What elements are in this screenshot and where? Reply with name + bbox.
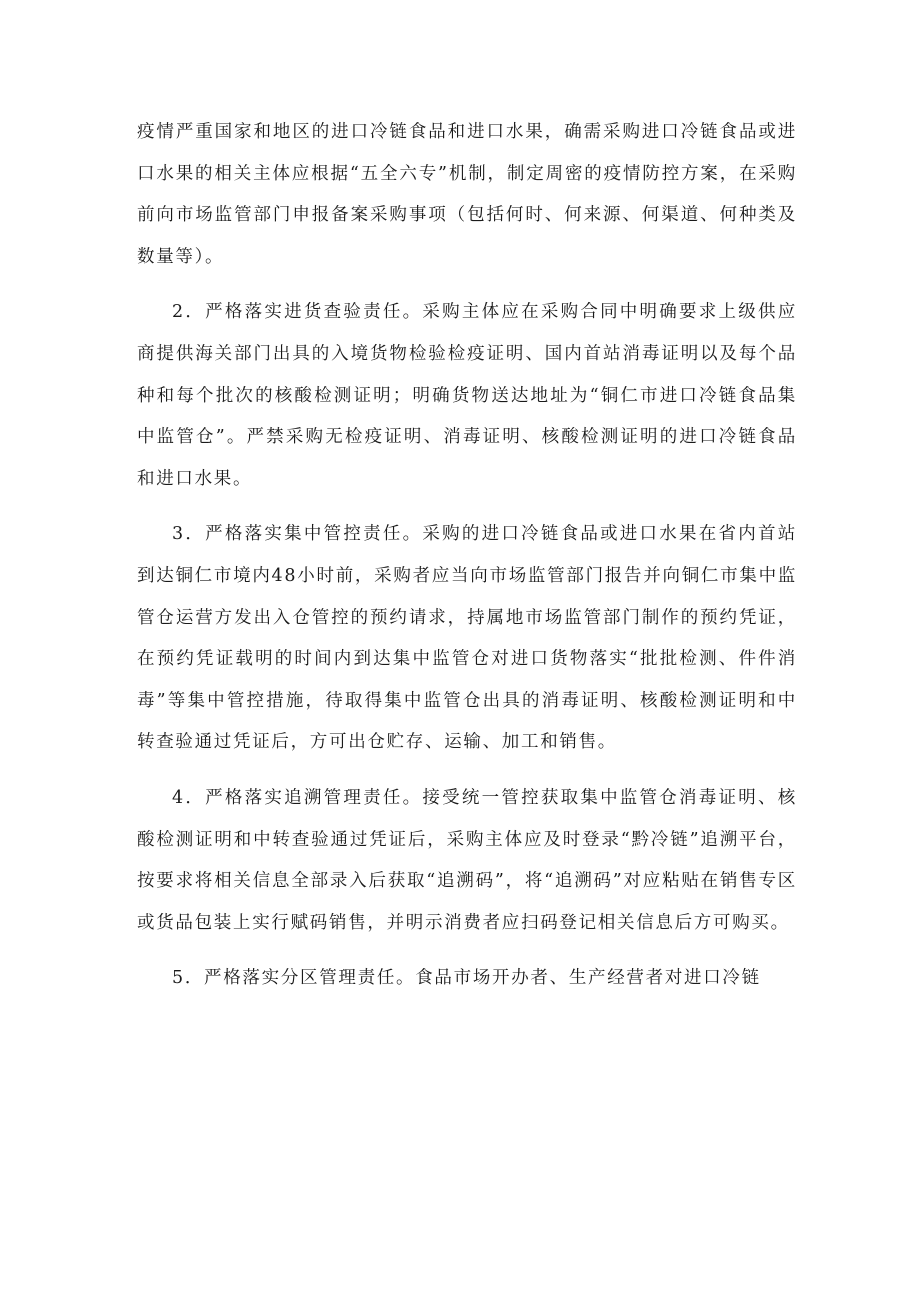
paragraph-item-3: 3．严格落实集中管控责任。采购的进口冷链食品或进口水果在省内首站到达铜仁市境内48小时前，采购者应当向市场监管部门报告并向铜仁市集中监管仓运营方发出入仓管控的预约请求，持属地市场监管部门制作的预约凭证，在预约凭证载明的时间内到达集中监管仓对进口货物落实“批批检测、件件消毒”等集中管控措施，待取得集中监管仓出具的消毒证明、核酸检测证明和中转查验通过凭证后，方可出仓贮存、运输、加工和销售。	[137, 524, 797, 753]
paragraph-item-4: 4．严格落实追溯管理责任。接受统一管控获取集中监管仓消毒证明、核酸检测证明和中转查验通过凭证后，采购主体应及时登录“黔冷链”追溯平台，按要求将相关信息全部录入后获取“追溯码”，将“追溯码”对应粘贴在销售专区或货品包装上实行赋码销售，并明示消费者应扫码登记相关信息后方可购买。	[137, 787, 797, 933]
document-body	[137, 112, 797, 1000]
paragraph-item-5: 5．严格落实分区管理责任。食品市场开办者、生产经营者对进口冷链	[172, 968, 761, 989]
paragraph-continuation: 疫情严重国家和地区的进口冷链食品和进口水果，确需采购进口冷链食品或进口水果的相关主体应根据“五全六专”机制，制定周密的疫情防控方案，在采购前向市场监管部门申报备案采购事项（包括何时、何来源、何渠道、何种类及数量等）。	[137, 122, 797, 267]
paragraph-item-2: 2．严格落实进货查验责任。采购主体应在采购合同中明确要求上级供应商提供海关部门出具的入境货物检验检疫证明、国内首站消毒证明以及每个品种和每个批次的核酸检测证明；明确货物送达地址为“铜仁市进口冷链食品集中监管仓”。严禁采购无检疫证明、消毒证明、核酸检测证明的进口冷链食品和进口水果。	[137, 302, 797, 489]
